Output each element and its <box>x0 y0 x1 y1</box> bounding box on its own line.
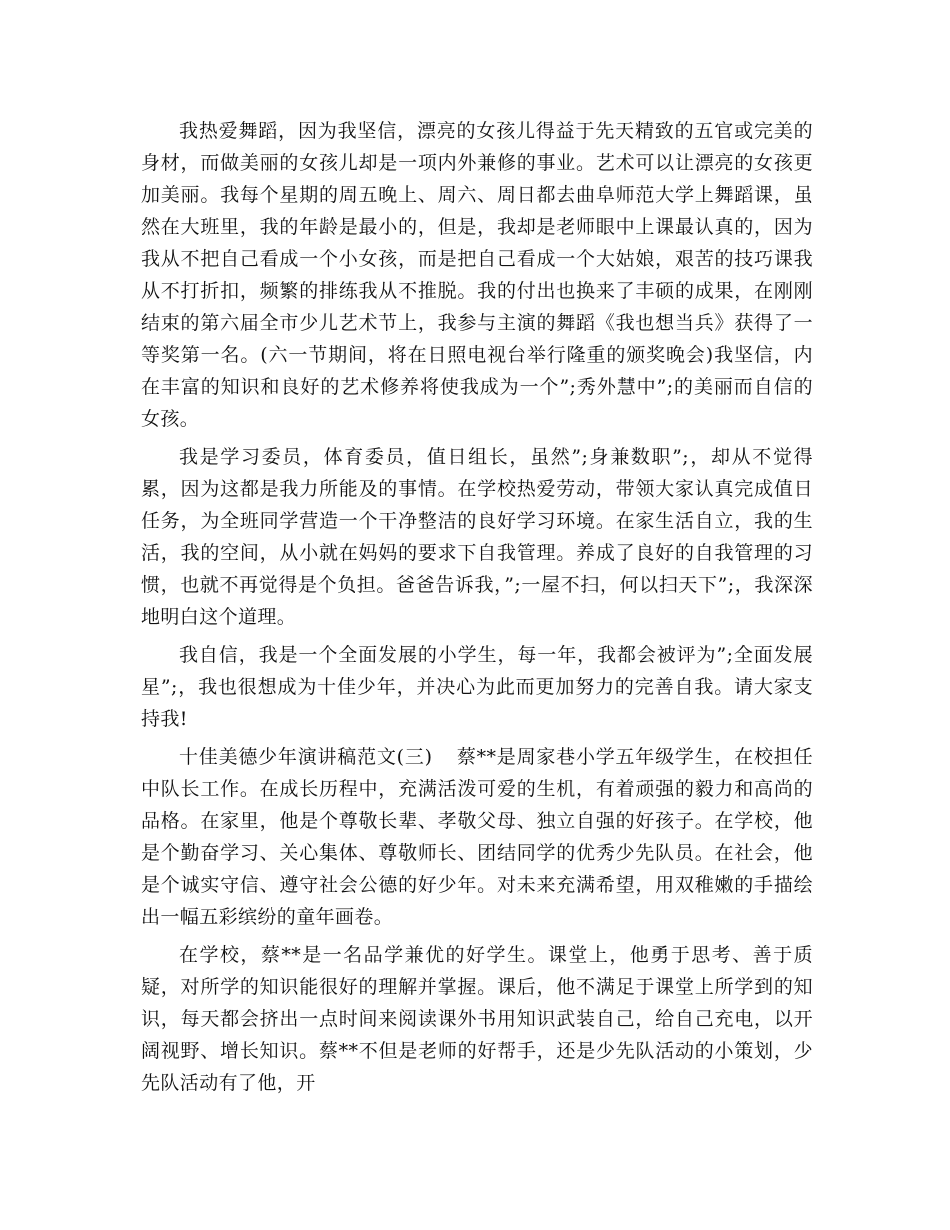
paragraph-confidence <box>141 639 813 735</box>
paragraph-text: 我自信，我是一个全面发展的小学生，每一年，我都会被评为”;全面发展星”;，我也很想成为十佳少年，并决心为此而更加努力的完善自我。请大家支持我! <box>141 644 813 730</box>
paragraph-text: 我是学习委员，体育委员，值日组长，虽然”;身兼数职”;，却从不觉得累，因为这都是我力所能及的事情。在学校热爱劳动，带领大家认真完成值日任务，为全班同学营造一个干净整洁的良好学习环境。在家生活自立，我的生活，我的空间，从小就在妈妈的要求下自我管理。养成了良好的自我管理的习惯，也就不再觉得是个负担。爸爸告诉我，”;一屋不扫，何以扫天下”;，我深深地明白这个道理。 <box>141 446 813 628</box>
paragraph-dance <box>141 115 813 435</box>
paragraph-text: 蔡**是周家巷小学五年级学生，在校担任中队长工作。在成长历程中，充满活泼可爱的生机，有着顽强的毅力和高尚的品格。在家里，他是个尊敬长辈、孝敬父母、独立自强的好孩子。在学校，他是个勤奋学习、关心集体、尊敬师长、团结同学的优秀少先队员。在社会，他是个诚实守信、遵守社会公德的好少年。对未来充满希望，用双稚嫩的手描绘出一幅五彩缤纷的童年画卷。 <box>141 746 813 928</box>
section-heading: 十佳美德少年演讲稿范文(三) <box>179 746 433 768</box>
paragraph-duties <box>141 441 813 633</box>
document-body <box>141 115 813 1105</box>
paragraph-school <box>141 939 813 1099</box>
paragraph-sample-three <box>141 741 813 933</box>
paragraph-text: 我热爱舞蹈，因为我坚信，漂亮的女孩儿得益于先天精致的五官或完美的身材，而做美丽的女孩儿却是一项内外兼修的事业。艺术可以让漂亮的女孩更加美丽。我每个星期的周五晚上、周六、周日都去曲阜师范大学上舞蹈课，虽然在大班里，我的年龄是最小的，但是，我却是老师眼中上课最认真的，因为我从不把自己看成一个小女孩，而是把自己看成一个大姑娘，艰苦的技巧课我从不打折扣，频繁的排练我从不推脱。我的付出也换来了丰硕的成果，在刚刚结束的第六届全市少儿艺术节上，我参与主演的舞蹈《我也想当兵》获得了一等奖第一名。(六一节期间，将在日照电视台举行隆重的颁奖晚会)我坚信，内在丰富的知识和良好的艺术修养将使我成为一个”;秀外慧中”;的美丽而自信的女孩。 <box>141 120 813 430</box>
paragraph-text: 在学校，蔡**是一名品学兼优的好学生。课堂上，他勇于思考、善于质疑，对所学的知识能很好的理解并掌握。课后，他不满足于课堂上所学到的知识，每天都会挤出一点时间来阅读课外书用知识武装自己，给自己充电，以开阔视野、增长知识。蔡**不但是老师的好帮手，还是少先队活动的小策划，少先队活动有了他，开 <box>141 944 813 1094</box>
